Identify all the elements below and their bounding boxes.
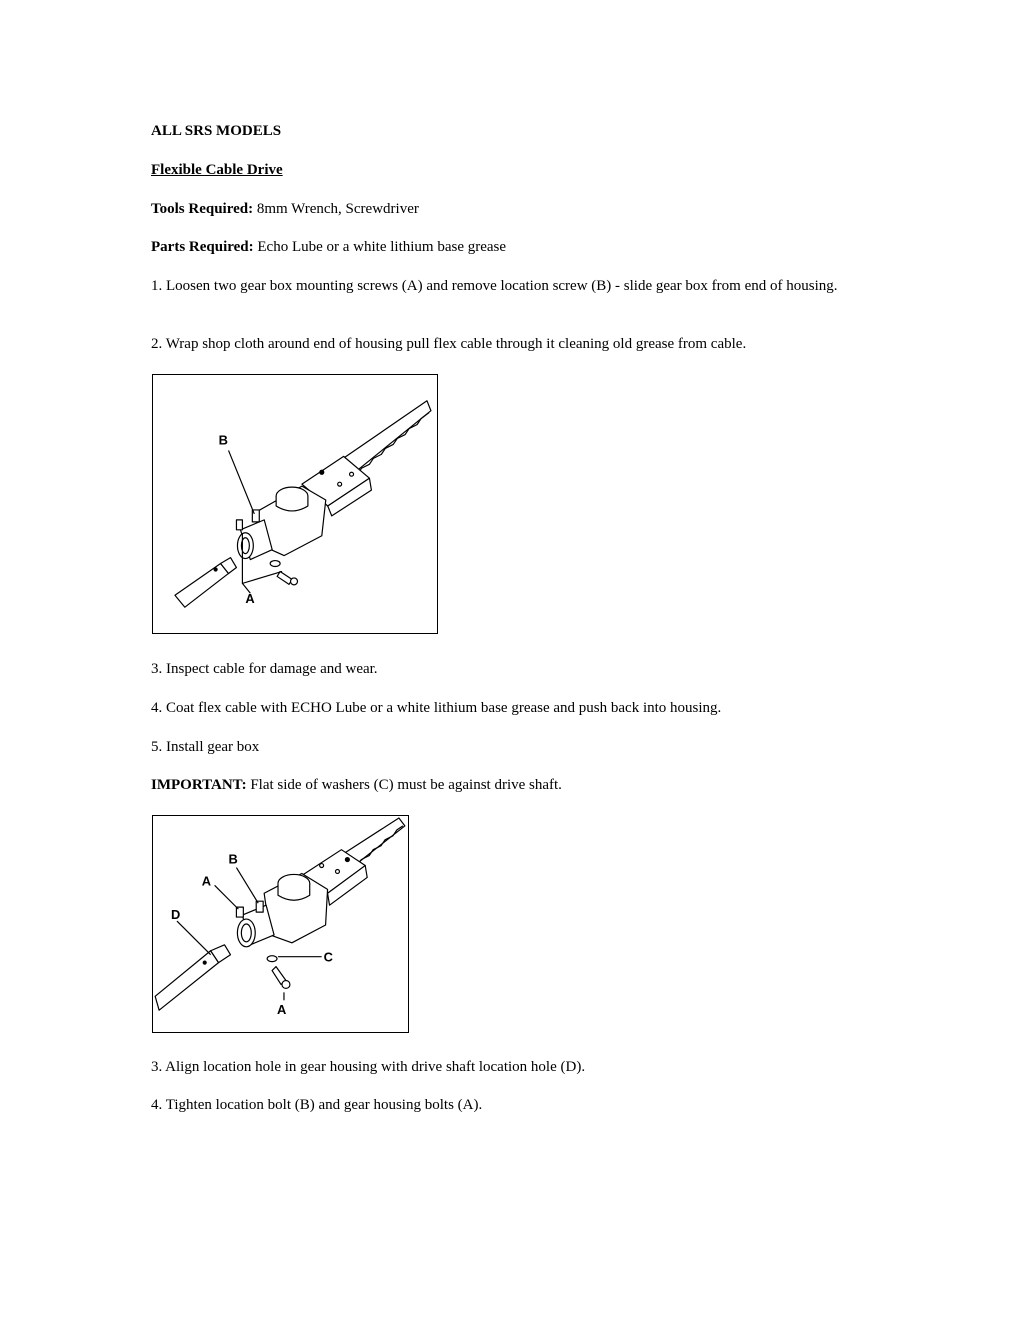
label-a: A [245,591,255,607]
tools-required [151,200,871,219]
label-b: B [228,851,238,867]
section-heading: Flexible Cable Drive [151,162,283,178]
figure-gearbox-install [152,815,409,1033]
important-note [151,776,871,795]
tools-label: Tools Required: [151,201,254,217]
gearbox-removal-illustration [153,375,437,633]
important-value: Flat side of washers (C) must be against drive shaft. [246,777,562,793]
page-title: ALL SRS MODELS [151,123,282,139]
step-3-inspect: 3. Inspect cable for damage and wear. [151,661,378,677]
step-1: 1. Loosen two gear box mounting screws (A) and remove location screw (B) - slide gear box from end of housing. [151,278,838,294]
parts-label: Parts Required: [151,239,254,255]
step-3-align: 3. Align location hole in gear housing with drive shaft location hole (D). [151,1059,586,1075]
label-b: B [218,432,228,448]
parts-required [151,238,871,257]
parts-value: Echo Lube or a white lithium base grease [253,239,507,255]
label-a-top: A [201,873,212,889]
label-c: C [323,949,333,965]
tools-value: 8mm Wrench, Screwdriver [253,201,419,217]
figure-gearbox-removal [152,374,438,634]
step-2: 2. Wrap shop cloth around end of housing pull flex cable through it cleaning old grease from cable. [151,336,747,352]
label-a-bottom: A [277,1002,287,1018]
step-5-install: 5. Install gear box [151,739,260,755]
step-4-coat: 4. Coat flex cable with ECHO Lube or a white lithium base grease and push back into housing. [151,700,722,716]
step-4-tighten: 4. Tighten location bolt (B) and gear housing bolts (A). [151,1097,483,1113]
label-d: D [171,907,181,923]
important-label: IMPORTANT: [151,777,247,793]
gearbox-install-illustration [153,816,408,1032]
